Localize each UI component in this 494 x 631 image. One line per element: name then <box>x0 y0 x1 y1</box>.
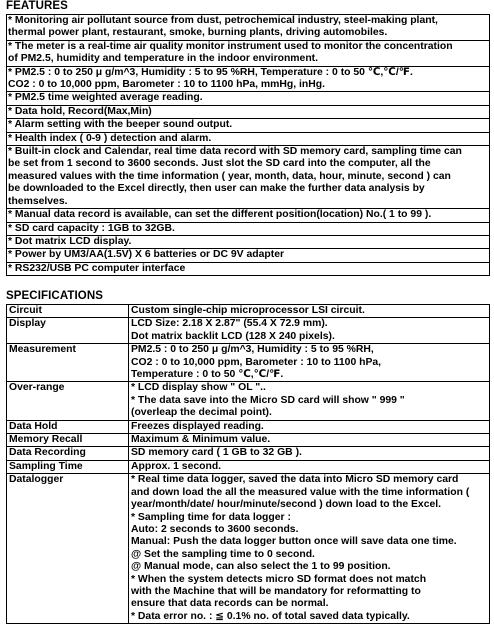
spec-value-line: CO2 : 0 to 10,000 ppm, Barometer : 10 to 1100 hPa, <box>131 356 382 368</box>
spec-value-line: (overleap the decimal point). <box>131 407 272 419</box>
feature-line: * Dot matrix LCD display. <box>8 235 132 247</box>
specifications-heading: SPECIFICATIONS <box>6 290 104 302</box>
spec-value-line: @ Manual mode, can also select the 1 to 99 position. <box>131 561 391 573</box>
feature-line: * Alarm setting with the beeper sound output. <box>8 119 233 131</box>
feature-row <box>7 262 490 275</box>
spec-row <box>7 474 490 624</box>
features-table <box>6 14 490 276</box>
spec-value-line: LCD Size: 2.18 X 2.87" (55.4 X 72.9 mm). <box>131 318 328 330</box>
feature-line: of PM2.5, humidity and temperature in the indoor environment. <box>8 53 319 65</box>
spec-value <box>129 382 490 420</box>
feature-item <box>7 262 490 275</box>
spec-value-line: * Real time data logger, saved the data into Micro SD memory card <box>131 474 459 486</box>
feature-item <box>7 132 490 145</box>
feature-line: be downloaded to the Excel directly, then user can make the further data analysis by <box>8 183 425 195</box>
spec-value <box>129 434 490 447</box>
feature-row <box>7 119 490 132</box>
spec-label: Over-range <box>7 382 129 420</box>
feature-item <box>7 40 490 66</box>
feature-item <box>7 222 490 235</box>
feature-row <box>7 146 490 209</box>
spec-label: Memory Recall <box>7 434 129 447</box>
spec-row <box>7 434 490 447</box>
feature-row <box>7 132 490 145</box>
feature-line: * Power by UM3/AA(1.5V) X 6 batteries or DC 9V adapter <box>8 249 285 261</box>
feature-item <box>7 15 490 41</box>
feature-item <box>7 235 490 248</box>
spec-row <box>7 447 490 460</box>
spec-row <box>7 305 490 318</box>
features-heading: FEATURES <box>6 0 68 12</box>
spec-value <box>129 318 490 344</box>
spec-value <box>129 474 490 624</box>
feature-line: be set from 1 second to 3600 seconds. Just slot the SD card into the computer, all the <box>8 158 431 170</box>
spec-value-line: Temperature : 0 to 50 ℃,℃/℉. <box>131 369 284 381</box>
feature-row <box>7 105 490 118</box>
feature-row <box>7 209 490 222</box>
feature-row <box>7 249 490 262</box>
spec-label: Datalogger <box>7 474 129 624</box>
specifications-body <box>7 305 490 624</box>
spec-value-line: Maximum & Minimum value. <box>131 434 271 446</box>
spec-label: Circuit <box>7 305 129 318</box>
feature-line: * The meter is a real-time air quality monitor instrument used to monitor the concentration <box>8 40 453 52</box>
spec-row <box>7 382 490 420</box>
spec-value-line: SD memory card ( 1 GB to 32 GB ). <box>131 447 302 459</box>
feature-item <box>7 119 490 132</box>
feature-item <box>7 146 490 209</box>
feature-row <box>7 15 490 41</box>
feature-line: * Monitoring air pollutant source from dust, petrochemical industry, steel-making plant, <box>8 15 438 26</box>
spec-value <box>129 420 490 433</box>
feature-line: themselves. <box>8 195 68 207</box>
spec-row <box>7 318 490 344</box>
feature-item <box>7 249 490 262</box>
spec-value <box>129 447 490 460</box>
spec-value-line: Approx. 1 second. <box>131 460 222 472</box>
spec-value-line: PM2.5 : 0 to 250 μ g/m^3, Humidity : 5 to 95 %RH, <box>131 344 374 356</box>
spec-row <box>7 460 490 473</box>
spec-value-line: * The data save into the Micro SD card will show " 999 " <box>131 394 405 406</box>
spec-value-line: * When the system detects micro SD format does not match <box>131 573 427 585</box>
spec-value-line: * Sampling time for data logger : <box>131 511 291 523</box>
spec-label: Measurement <box>7 344 129 382</box>
spec-value <box>129 344 490 382</box>
feature-line: thermal power plant, restaurant, smoke, burning plants, driving automobiles. <box>8 27 388 39</box>
spec-value-line: * LCD display show " OL ".. <box>131 382 266 394</box>
feature-line: * SD card capacity : 1GB to 32GB. <box>8 222 175 234</box>
spec-label: Display <box>7 318 129 344</box>
spec-value-line: Freezes displayed reading. <box>131 420 264 432</box>
feature-line: * PM2.5 time weighted average reading. <box>8 92 203 104</box>
spec-value-line: Custom single-chip microprocessor LSI circuit. <box>131 305 365 316</box>
spec-value-line: with the Machine that will be mandatory for reformatting to <box>131 585 421 597</box>
feature-row <box>7 40 490 66</box>
feature-item <box>7 66 490 92</box>
spec-value-line: @ Set the sampling time to 0 second. <box>131 548 315 560</box>
spec-row <box>7 420 490 433</box>
feature-line: CO2 : 0 to 10,000 ppm, Barometer : 10 to 1100 hPa, mmHg, inHg. <box>8 79 326 91</box>
features-body <box>7 15 490 276</box>
spec-value-line: Auto: 2 seconds to 3600 seconds. <box>131 523 299 535</box>
feature-row <box>7 235 490 248</box>
spec-label: Sampling Time <box>7 460 129 473</box>
feature-item <box>7 209 490 222</box>
specifications-table <box>6 304 490 624</box>
feature-line: * Data hold, Record(Max,Min) <box>8 105 152 117</box>
spec-value-line: ensure that data records can be normal. <box>131 598 329 610</box>
spec-value-line: year/month/date/ hour/minute/second ) down load to the Excel. <box>131 499 442 511</box>
spec-value <box>129 460 490 473</box>
feature-item <box>7 92 490 105</box>
spec-value-line: and down load the all the measured value with the time information ( <box>131 486 470 498</box>
spec-label: Data Hold <box>7 420 129 433</box>
feature-line: measured values with the time information ( year, month, data, hour, minute, second ) can <box>8 170 451 182</box>
feature-row <box>7 92 490 105</box>
spec-label: Data Recording <box>7 447 129 460</box>
feature-line: * Manual data record is available, can set the different position(location) No.( 1 to 99 ). <box>8 209 432 221</box>
feature-line: * Built-in clock and Calendar, real time data record with SD memory card, sampling time can <box>8 146 462 158</box>
spec-row <box>7 344 490 382</box>
spec-value-line: Manual: Push the data logger button once will save data one time. <box>131 536 457 548</box>
spec-value-line: * Data error no. : ≦ 0.1% no. of total saved data typically. <box>131 610 410 622</box>
feature-line: * RS232/USB PC computer interface <box>8 262 186 274</box>
feature-line: * PM2.5 : 0 to 250 μ g/m^3, Humidity : 5 to 95 %RH, Temperature : 0 to 50 ℃,℃/℉. <box>8 66 413 78</box>
feature-row <box>7 222 490 235</box>
spec-value <box>129 305 490 318</box>
spec-value-line: Dot matrix backlit LCD (128 X 240 pixels). <box>131 330 335 342</box>
feature-row <box>7 66 490 92</box>
feature-item <box>7 105 490 118</box>
feature-line: * Health index ( 0-9 ) detection and alarm. <box>8 132 212 144</box>
